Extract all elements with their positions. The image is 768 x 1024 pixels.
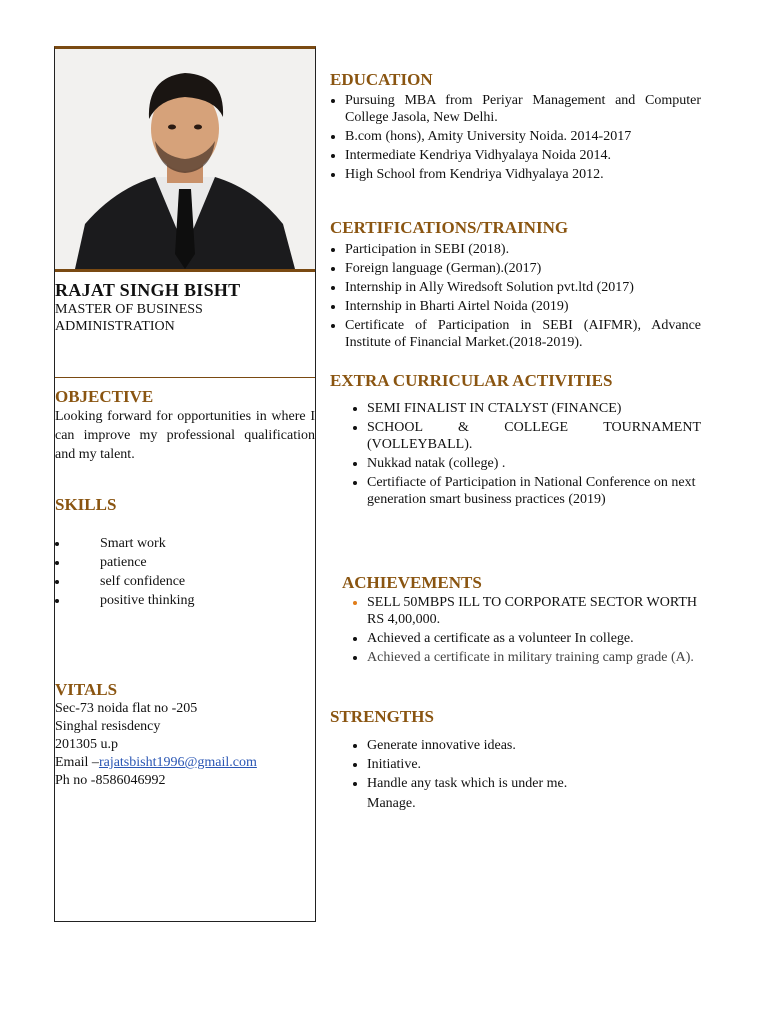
extra-curricular-heading: EXTRA CURRICULAR ACTIVITIES: [330, 371, 613, 390]
list-item-text: Intermediate Kendriya Vidhyalaya Noida 2014.: [345, 148, 611, 163]
list-item: [329, 419, 701, 453]
candidate-name: RAJAT SINGH BISHT: [55, 280, 241, 300]
bullet-icon: [55, 542, 59, 546]
list-item: [329, 400, 701, 417]
bullet-icon: [55, 561, 59, 565]
email-link[interactable]: rajatsbisht1996@gmail.com: [98, 755, 257, 770]
list-item-text: Internship in Ally Wiredsoft Solution pvt.ltd (2017): [345, 280, 634, 295]
list-item-text: Foreign language (German).(2017): [345, 261, 542, 276]
list-item-text: Nukkad natak (college) .: [367, 456, 506, 471]
bullet-icon: [331, 154, 335, 158]
email-line: [55, 754, 317, 772]
achievements-list: [329, 594, 701, 668]
list-item: [329, 455, 701, 472]
list-item-text: SCHOOL & COLLEGE TOURNAMENT (VOLLEYBALL).: [367, 420, 701, 452]
list-item: [329, 260, 701, 277]
strengths-heading: STRENGTHS: [330, 707, 434, 726]
list-item: [329, 474, 701, 508]
list-item: [329, 298, 701, 315]
skill-item: [55, 554, 195, 573]
address-line: Sec-73 noida flat no -205: [55, 701, 198, 716]
skill-label: patience: [100, 555, 147, 570]
skills-list: [55, 535, 195, 611]
list-item: [329, 241, 701, 258]
bullet-icon: [353, 481, 357, 485]
list-item-text: Handle any task which is under me.: [367, 776, 568, 791]
objective-text: Looking forward for opportunities in where I can improve my professional qualification and my talent.: [55, 409, 315, 462]
bullet-icon: [353, 744, 357, 748]
skill-item: [55, 535, 195, 554]
list-item-text: Initiative.: [367, 757, 422, 772]
list-item-text: B.com (hons), Amity University Noida. 2014-2017: [345, 129, 632, 144]
education-heading: EDUCATION: [330, 70, 433, 89]
list-item-text: Internship in Bharti Airtel Noida (2019): [345, 299, 569, 314]
list-item-text: Generate innovative ideas.: [367, 738, 516, 753]
list-item: [329, 756, 701, 773]
list-item: [329, 147, 701, 164]
education-list: [329, 92, 701, 185]
list-item-text: Participation in SEBI (2018).: [345, 242, 510, 257]
achievements-heading: ACHIEVEMENTS: [342, 573, 482, 592]
address-line: 201305 u.p: [55, 737, 118, 752]
section-divider: [55, 377, 315, 378]
right-main: [329, 0, 709, 1024]
vitals-block: [55, 700, 317, 790]
strengths-continuation: Manage.: [367, 796, 416, 811]
certifications-heading: CERTIFICATIONS/TRAINING: [330, 218, 569, 237]
phone-line: Ph no -8586046992: [55, 773, 166, 788]
list-item-text: SEMI FINALIST IN CTALYST (FINANCE): [367, 401, 622, 416]
bullet-icon: [55, 599, 59, 603]
bullet-icon: [331, 99, 335, 103]
certifications-list: [329, 241, 701, 353]
list-item: [329, 128, 701, 145]
bullet-icon: [353, 601, 357, 605]
list-item: [329, 630, 701, 647]
candidate-degree: MASTER OF BUSINESS ADMINISTRATION: [55, 302, 203, 334]
bullet-icon: [331, 324, 335, 328]
list-item-text: Pursuing MBA from Periyar Management and Computer College Jasola, New Delhi.: [345, 93, 701, 125]
list-item: [329, 649, 701, 666]
skill-item: [55, 573, 195, 592]
list-item-text: High School from Kendriya Vidhyalaya 2012.: [345, 167, 604, 182]
list-item-text: Achieved a certificate in military training camp grade (A).: [367, 650, 694, 665]
address-line: Singhal resisdency: [55, 719, 161, 734]
left-sidebar: [54, 46, 316, 922]
vitals-heading: VITALS: [55, 680, 118, 699]
bullet-icon: [331, 267, 335, 271]
skill-label: positive thinking: [100, 593, 195, 608]
list-item: [329, 279, 701, 296]
bullet-icon: [55, 580, 59, 584]
skill-label: self confidence: [100, 574, 186, 589]
skill-item: [55, 592, 195, 611]
list-item-text: Certificate of Participation in SEBI (AIFMR), Advance Institute of Financial Market.(2018-2019).: [345, 318, 701, 350]
bullet-icon: [353, 782, 357, 786]
bullet-icon: [331, 286, 335, 290]
list-item-text: Achieved a certificate as a volunteer In college.: [367, 631, 634, 646]
extra-curricular-list: [329, 400, 701, 510]
profile-photo: [55, 49, 315, 272]
bullet-icon: [331, 173, 335, 177]
bullet-icon: [353, 462, 357, 466]
bullet-icon: [353, 637, 357, 641]
objective-heading: OBJECTIVE: [55, 387, 154, 406]
list-item: [329, 166, 701, 183]
profile-photo-illustration: [55, 49, 315, 269]
list-item: [329, 737, 701, 754]
list-item-text: SELL 50MBPS ILL TO CORPORATE SECTOR WORTH RS 4,00,000.: [367, 595, 698, 627]
bullet-icon: [353, 656, 357, 660]
bullet-icon: [331, 248, 335, 252]
bullet-icon: [353, 763, 357, 767]
bullet-icon: [331, 135, 335, 139]
bullet-icon: [353, 407, 357, 411]
email-label: Email –: [55, 755, 99, 770]
list-item: [329, 92, 701, 126]
strengths-list: [329, 737, 701, 794]
skills-heading: SKILLS: [55, 495, 117, 514]
bullet-icon: [353, 426, 357, 430]
list-item-text: Certifiacte of Participation in National Conference on next generation smart business practices (2019): [367, 475, 696, 507]
skill-label: Smart work: [100, 536, 166, 551]
list-item: [329, 775, 701, 792]
list-item: [329, 594, 701, 628]
bullet-icon: [331, 305, 335, 309]
list-item: [329, 317, 701, 351]
